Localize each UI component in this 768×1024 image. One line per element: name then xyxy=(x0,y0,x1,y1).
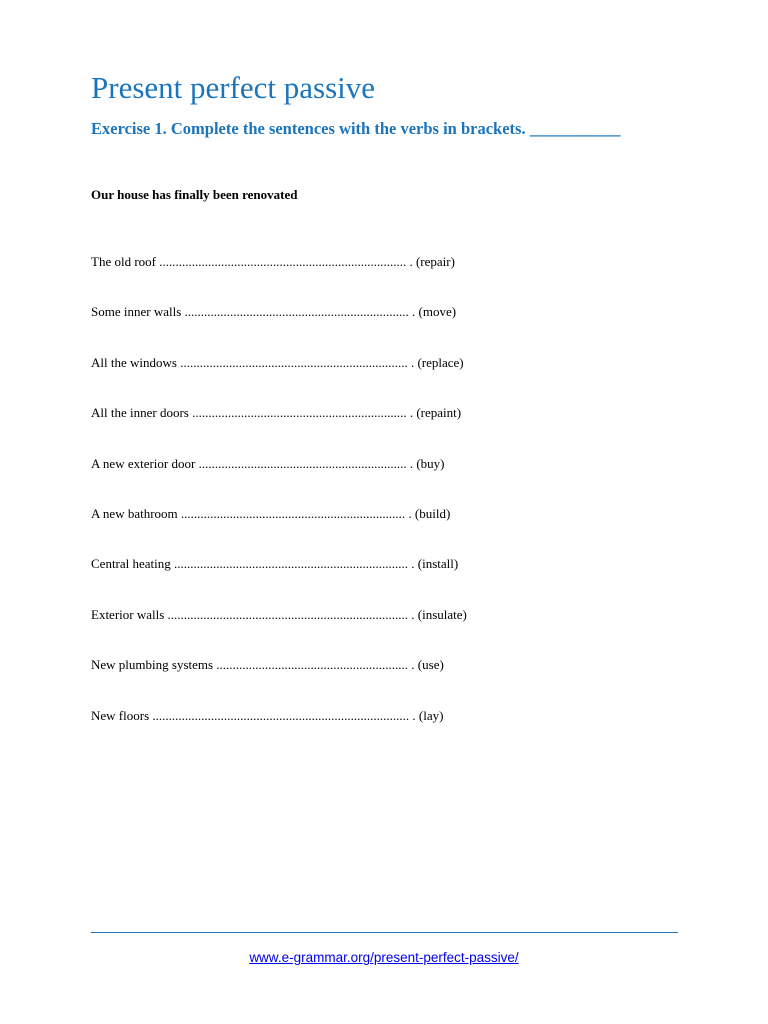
exercise-subtitle: Our house has finally been renovated xyxy=(91,187,298,202)
exercise-instruction: Exercise 1. Complete the sentences with the verbs in brackets. ___________ xyxy=(91,119,621,138)
sentence-item: Exterior walls .......................................................................... . (insulate) xyxy=(91,606,467,622)
sentence-item: A new bathroom ..................................................................... . (build) xyxy=(91,505,451,521)
sentence-item: New plumbing systems ........................................................... . (use) xyxy=(91,657,444,673)
page-title: Present perfect passive xyxy=(91,70,376,105)
sentence-item: Central heating ........................................................................ . (install) xyxy=(91,556,459,572)
footer-website-link[interactable]: www.e-grammar.org/present-perfect-passive/ xyxy=(249,950,519,965)
sentence-item: A new exterior door ................................................................ . (buy) xyxy=(91,455,445,471)
sentence-item: All the inner doors .................................................................. . (repaint) xyxy=(91,405,462,421)
sentence-item: New floors ............................................................................... . (lay) xyxy=(91,707,444,723)
sentence-list xyxy=(91,253,467,757)
sentence-item: Some inner walls ..................................................................... . (move) xyxy=(91,304,457,320)
footer-divider xyxy=(91,932,678,933)
sentence-item: The old roof ............................................................................ . (repair) xyxy=(91,254,455,269)
sentence-item: All the windows ...................................................................... . (replace) xyxy=(91,354,464,370)
